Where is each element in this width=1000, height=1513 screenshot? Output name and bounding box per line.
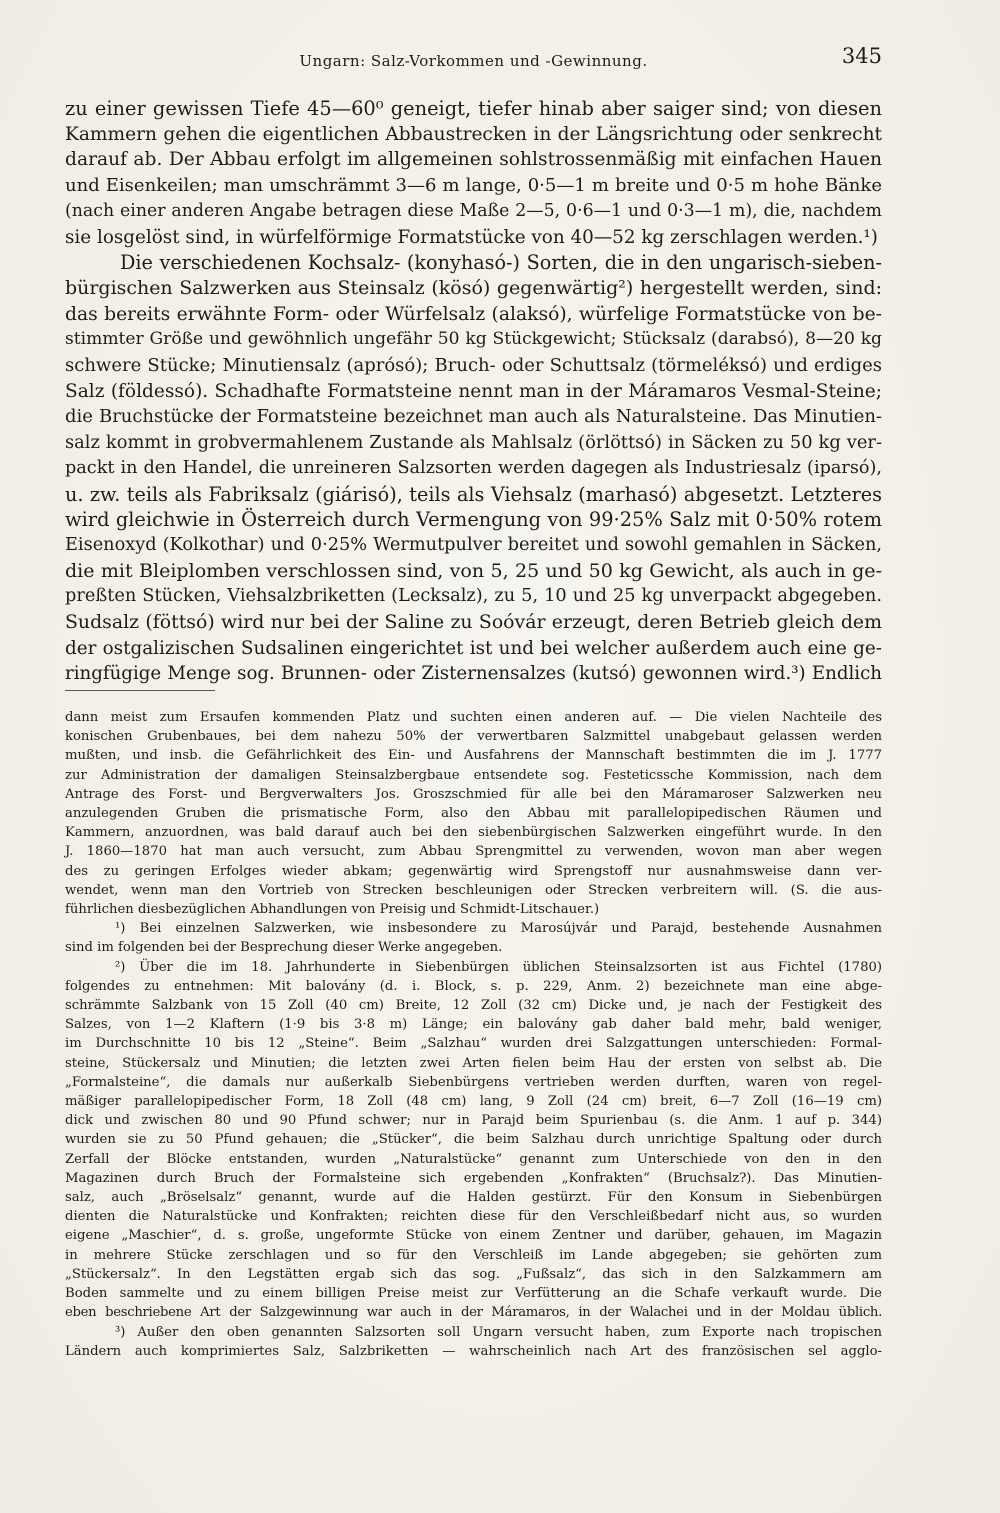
footnote-line: sind im folgenden bei der Besprechung dieser Werke angegeben. xyxy=(65,940,503,956)
text-line: u. zw. teils als Fabriksalz (giárisó), teils als Viehsalz (marhasó) abgesetzt. Letzteres xyxy=(65,482,882,506)
text-line: wird gleichwie in Österreich durch Vermengung von 99·25% Salz mit 0·50% rotem xyxy=(65,508,882,532)
text-line: die mit Bleiplomben verschlossen sind, von 5, 25 und 50 kg Gewicht, als auch in ge- xyxy=(65,559,882,582)
footnote-line: Kammern, anzuordnen, was bald darauf auch bei den siebenbürgischen Salzwerken eingeführt wurde. In den xyxy=(65,825,882,841)
text-line: der ostgalizischen Sudsalinen eingerichtet ist und bei welcher außerdem auch eine ge- xyxy=(65,637,882,659)
footnote-line: führlichen diesbezüglichen Abhandlungen von Preisig und Schmidt-Litschauer.) xyxy=(65,902,600,918)
text-line: zu einer gewissen Tiefe 45—60⁰ geneigt, tiefer hinab aber saiger sind; von diesen xyxy=(65,97,882,120)
footnote-line: ¹) Bei einzelnen Salzwerken, wie insbesondere zu Marosújvár und Parajd, bestehende Ausnahmen xyxy=(115,921,882,937)
footnote-line: Ländern auch komprimiertes Salz, Salzbriketten — wahrscheinlich nach Art des französischen sel agglo- xyxy=(65,1343,882,1359)
text-line: Salz (földessó). Schadhafte Formatsteine nennt man in der Máramaros Vesmal-Steine; xyxy=(65,380,882,402)
text-line: Die verschiedenen Kochsalz- (konyhasó-) Sorten, die in den ungarisch-sieben- xyxy=(120,251,882,275)
footnote-line: salz, auch „Bröselsalz“ genannt, wurde auf die Halden gestürzt. Für den Konsum in Siebenbürgen xyxy=(65,1190,882,1206)
footnote-line: Antrage des Forst- und Bergverwalters Jos. Groszschmied für alle bei den Máramaroser Salzwerken neu xyxy=(65,786,882,802)
text-line: und Eisenkeilen; man umschrämmt 3—6 m lange, 0·5—1 m breite und 0·5 m hohe Bänke xyxy=(65,175,882,197)
footnote-line: dann meist zum Ersaufen kommenden Platz und suchten einen anderen auf. — Die vielen Nachteile des xyxy=(65,710,882,725)
footnote-line: schrämmte Salzbank von 15 Zoll (40 cm) Breite, 12 Zoll (32 cm) Dicke und, je nach der Festigkeit des xyxy=(65,998,882,1014)
footnote-line: dienten die Naturalstücke und Konfrakten; reichten diese für den Verschleißbedarf nicht aus, so wurden xyxy=(65,1209,882,1225)
text-line: (nach einer anderen Angabe betragen diese Maße 2—5, 0·6—1 und 0·3—1 m), die, nachdem xyxy=(65,200,882,221)
footnote-line: mußten, und insb. die Gefährlichkeit des Ein- und Ausfahrens der Mannschaft bestimmten die im J. 1777 xyxy=(65,748,882,764)
text-line: darauf ab. Der Abbau erfolgt im allgemeinen sohlstrossenmäßig mit einfachen Hauen xyxy=(65,149,882,171)
text-line: packt in den Handel, die unreineren Salzsorten werden dagegen als Industriesalz (iparsó), xyxy=(65,457,882,478)
text-line: Sudsalz (föttsó) wird nur bei der Saline zu Soóvár erzeugt, deren Betrieb gleich dem xyxy=(65,611,882,634)
footnote-line: ²) Über die im 18. Jahrhunderte in Siebenbürgen üblichen Steinsalzsorten ist aus Fichtel (1780) xyxy=(115,959,882,975)
footnote-line: wendet, wenn man den Vortrieb von Strecken beschleunigen oder Strecken verbreitern will. (S. die aus- xyxy=(65,882,882,898)
footnote-line: Zerfall der Blöcke entstanden, wurden „Naturalstücke“ genannt zum Unterschiede von den in den xyxy=(65,1151,882,1167)
text-line: preßten Stücken, Viehsalzbriketten (Lecksalz), zu 5, 10 und 25 kg unverpackt abgegeben. xyxy=(65,586,882,607)
footnote-line: „Stückersalz“. In den Legstätten ergab sich das sog. „Fußsalz“, das sich in den Salzkammern am xyxy=(65,1266,882,1282)
footnote-line: anzulegenden Gruben die prismatische Form, also den Abbau mit parallelopipedischen Räumen und xyxy=(65,806,882,822)
footnote-line: zur Administration der damaligen Steinsalzbergbaue entsendete sog. Festeticssche Kommission, nach dem xyxy=(65,767,882,783)
footnote-line: in mehrere Stücke zerschlagen und so für den Verschleiß im Lande abgegeben; sie gehörten zum xyxy=(65,1247,882,1263)
text-line: ringfügige Menge sog. Brunnen- oder Zisternensalzes (kutsó) gewonnen wird.³) Endlich xyxy=(65,663,882,685)
footnote-line: eben beschriebene Art der Salzgewinnung war auch in der Máramaros, in der Walachei und in der Moldau üblich. xyxy=(65,1305,882,1321)
text-line: salz kommt in grobvermahlenem Zustande als Mahlsalz (örlöttsó) in Säcken zu 50 kg ver- xyxy=(65,432,882,454)
footnotes xyxy=(65,708,882,1361)
running-head: Ungarn: Salz-Vorkommen und -Gewinnung. xyxy=(299,52,648,70)
footnote-line: J. 1860—1870 hat man auch versucht, zum Abbau Sprengmittel zu verwenden, wovon man aber wegen xyxy=(65,844,882,860)
footnote-line: des zu geringen Erfolges wieder abkam; gegenwärtig wird Sprengstoff nur ausnahmsweise dann ver- xyxy=(65,863,882,879)
text-line: bürgischen Salzwerken aus Steinsalz (kösó) gegenwärtig²) hergestellt werden, sind: xyxy=(65,276,882,299)
footnote-line: folgendes zu entnehmen: Mit balovány (d. i. Block, s. p. 229, Anm. 2) bezeichnete man eine abge- xyxy=(65,978,882,994)
text-line: die Bruchstücke der Formatsteine bezeichnet man auch als Naturalsteine. Das Minutien- xyxy=(65,406,882,428)
footnote-line: Boden sammelte und zu einem billigen Preise meist zur Verfütterung an die Schafe verkauft wurde. Die xyxy=(65,1286,882,1302)
footnote-line: konischen Grubenbaues, bei dem nahezu 50% der verwertbaren Salzmittel unabgebaut gelassen werden xyxy=(65,729,882,745)
footnote-line: mäßiger parallelopipedischer Form, 18 Zoll (48 cm) lang, 9 Zoll (24 cm) breit, 6—7 Zoll (16—19 cm) xyxy=(65,1094,882,1110)
text-line: das bereits erwähnte Form- oder Würfelsalz (alaksó), würfelige Formatstücke von be- xyxy=(65,303,882,325)
footnote-line: eigene „Maschier“, d. s. große, ungeformte Stücke von einem Zentner und darüber, gehauen, im Magazin xyxy=(65,1228,882,1244)
footnote-line: Magazinen durch Bruch der Formalsteine sich ergebenden „Konfrakten“ (Bruchsalz?). Das Minutien- xyxy=(65,1170,882,1186)
footnote-line: „Formalsteine“, die damals nur außerkalb Siebenbürgens vertrieben werden durften, waren von regel- xyxy=(65,1074,882,1090)
footnote-line: wurden sie zu 50 Pfund gehauen; die „Stücker“, die beim Salzhau durch unrichtige Spaltung oder durch xyxy=(65,1132,882,1148)
page-number: 345 xyxy=(841,44,882,68)
text-line: sie losgelöst sind, in würfelförmige Formatstücke von 40—52 kg zerschlagen werden.¹) xyxy=(65,226,878,248)
footnote-line: ³) Außer den oben genannten Salzsorten soll Ungarn versucht haben, zum Exporte nach tropischen xyxy=(115,1324,882,1340)
footnote-line: dick und zwischen 80 und 90 Pfund schwer; nur in Parajd beim Spurienbau (s. die Anm. 1 auf p. 344) xyxy=(65,1113,882,1129)
text-line: Eisenoxyd (Kolkothar) und 0·25% Wermutpulver bereitet und sowohl gemahlen in Säcken, xyxy=(65,534,882,555)
footnote-divider xyxy=(65,690,215,691)
footnote-line: steine, Stückersalz und Minutien; die letzten zwei Arten fielen beim Hau der ersten von selbst ab. Die xyxy=(65,1055,882,1071)
main-text xyxy=(65,96,882,687)
footnote-line: Salzes, von 1—2 Klaftern (1·9 bis 3·8 m) Länge; ein balovány gab daher bald mehr, bald weniger, xyxy=(65,1017,882,1033)
footnote-line: im Durchschnitte 10 bis 12 „Steine“. Beim „Salzhau“ wurden drei Salzgattungen unterschieden: Formal- xyxy=(65,1036,882,1052)
page-header xyxy=(65,44,882,76)
text-line: schwere Stücke; Minutiensalz (aprósó); Bruch- oder Schuttsalz (törmeléksó) und erdiges xyxy=(65,355,882,377)
text-line: stimmter Größe und gewöhnlich ungefähr 50 kg Stückgewicht; Stücksalz (darabsó), 8—20 kg xyxy=(65,329,882,350)
text-line: Kammern gehen die eigentlichen Abbaustrecken in der Längsrichtung oder senkrecht xyxy=(65,123,882,145)
